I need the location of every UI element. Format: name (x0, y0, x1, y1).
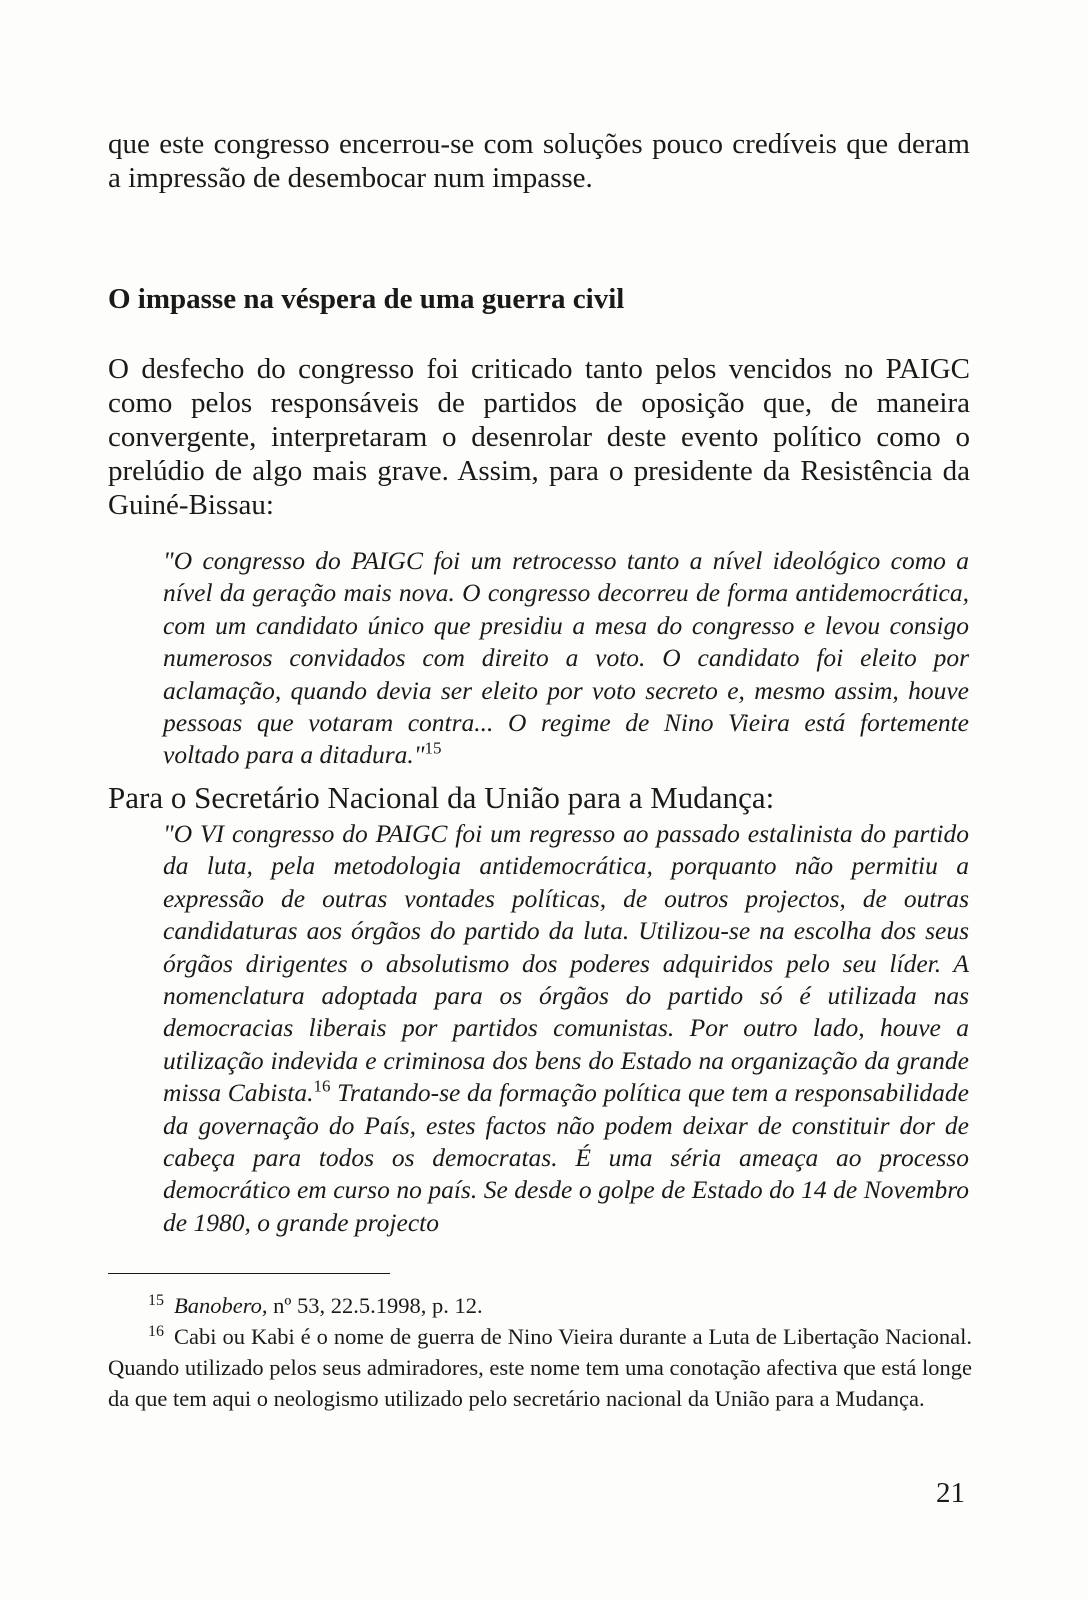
footnote-reference-16: 16 (313, 1076, 331, 1096)
body-paragraph: O desfecho do congresso foi criticado tanto pelos vencidos no PAIGC como pelos responsáveis de partidos de oposição que, de maneira convergente, interpretaram o desenrolar deste evento político como o prelúdio de algo mais grave. Assim, para o presidente da Resistência da Guiné-Bissau: (108, 353, 970, 521)
page-number: 21 (936, 1477, 965, 1509)
intro-paragraph: que este congresso encerrou-se com soluções pouco credíveis que deram a impressão de desembocar num impasse. (108, 128, 970, 194)
footnote-source-title: Banobero, (174, 1293, 268, 1318)
footnote-15 (108, 1290, 972, 1321)
footnote-separator (108, 1273, 390, 1274)
footnote-text: Cabi ou Kabi é o nome de guerra de Nino Vieira durante a Luta de Libertação Nacional. Quando utilizado pelos seus admiradores, este nome tem uma conotação afectiva que está longe da que tem aqui o neologismo utilizado pelo secretário nacional da União para a Mudança. (108, 1324, 972, 1411)
section-heading: O impasse na véspera de uma guerra civil (108, 283, 625, 315)
quote-text-part-1: "O VI congresso do PAIGC foi um regresso ao passado estalinista do partido da luta, pela metodologia antidemocrática, porquanto não permitiu a expressão de outras vontades políticas, de outros projectos, de outras candidaturas aos órgãos do partido da luta. Utilizou-se na escolha dos seus órgãos dirigentes o absolutismo dos poderes adquiridos pelo seu líder. A nomenclatura adoptada para os órgãos do partido só é utilizada nas democracias liberais por partidos comunistas. Por outro lado, houve a utilização indevida e criminosa dos bens do Estado na organização da grande missa Cabista. (163, 819, 969, 1108)
block-quote-2 (163, 818, 969, 1239)
footnote-text: nº 53, 22.5.1998, p. 12. (267, 1293, 483, 1318)
block-quote-1 (163, 545, 969, 772)
quote-text-part-2: Tratando-se da formação política que tem a responsabilidade da governação do País, estes factos não podem deixar de constituir dor de cabeça para todos os democratas. É uma séria ameaça ao processo democrático em curso no país. Se desde o golpe de Estado do 14 de Novembro de 1980, o grande projecto (163, 1078, 969, 1237)
quote-text: "O congresso do PAIGC foi um retrocesso tanto a nível ideológico como a nível da geração mais nova. O congresso decorreu de forma antidemocrática, com um candidato único que presidiu a mesa do congresso e levou consigo numerosos convidados com direito a voto. O candidato foi eleito por aclamação, quando devia ser eleito por voto secreto e, mesmo assim, houve pessoas que votaram contra... O regime de Nino Vieira está fortemente voltado para a ditadura." (163, 546, 969, 770)
footnote-number: 15 (148, 1291, 164, 1309)
footnote-16 (108, 1321, 972, 1414)
body-paragraph-intro-quote-2: Para o Secretário Nacional da União para a Mudança: (108, 780, 775, 815)
footnote-number: 16 (148, 1322, 164, 1340)
footnote-reference-15: 15 (424, 738, 442, 758)
